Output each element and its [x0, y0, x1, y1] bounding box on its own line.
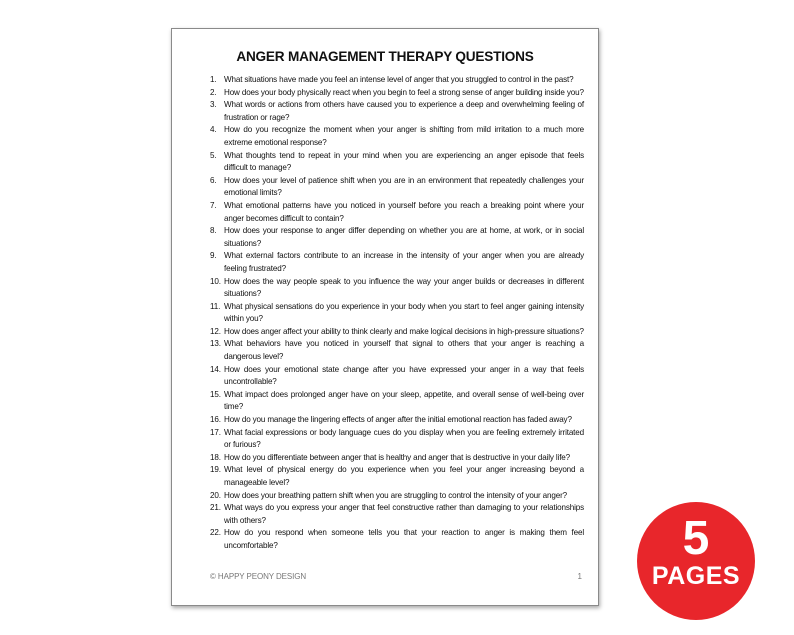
question-item — [210, 464, 584, 489]
question-number: 8. — [210, 226, 217, 236]
question-text: What words or actions from others have caused you to experience a deep and overwhelming feeling of frustration or rage? — [224, 100, 584, 122]
question-number: 16. — [210, 415, 221, 425]
question-item — [210, 338, 584, 363]
page-count-badge — [637, 502, 755, 620]
page-title: ANGER MANAGEMENT THERAPY QUESTIONS — [236, 49, 534, 64]
question-number: 14. — [210, 364, 221, 374]
question-number: 4. — [210, 125, 217, 135]
badge-number: 5 — [682, 512, 710, 565]
question-number: 9. — [210, 251, 217, 261]
question-item — [210, 452, 584, 465]
question-item — [210, 250, 584, 275]
question-item — [210, 99, 584, 124]
question-item — [210, 150, 584, 175]
question-number: 6. — [210, 175, 217, 185]
question-text: What level of physical energy do you experience when you feel your anger increasing beyond a manageable level? — [224, 465, 584, 487]
question-item — [210, 124, 584, 149]
question-item — [210, 276, 584, 301]
question-text: How does anger affect your ability to think clearly and make logical decisions in high-pressure situations? — [224, 326, 584, 336]
question-number: 10. — [210, 276, 221, 286]
question-number: 3. — [210, 100, 217, 110]
question-item — [210, 301, 584, 326]
question-number: 12. — [210, 326, 221, 336]
question-item — [210, 200, 584, 225]
question-text: How does your body physically react when you begin to feel a strong sense of anger building inside you? — [224, 87, 584, 97]
question-item — [210, 502, 584, 527]
question-text: How do you respond when someone tells you that your reaction to anger is making them feel uncomfortable? — [224, 528, 584, 550]
question-text: How does your level of patience shift when you are in an environment that repeatedly challenges your emotional limits? — [224, 175, 584, 198]
question-item — [210, 74, 584, 87]
question-text: What physical sensations do you experience in your body when you start to feel anger gaining intensity within you? — [224, 301, 584, 324]
question-text: What ways do you express your anger that feel constructive rather than damaging to your relationships with others? — [224, 503, 584, 525]
question-number: 2. — [210, 87, 217, 97]
question-text: How does your response to anger differ depending on whether you are at home, at work, or in social situations? — [224, 226, 584, 248]
question-text: What external factors contribute to an increase in the intensity of your anger when you are already feeling frustrated? — [224, 251, 584, 273]
question-number: 17. — [210, 427, 221, 437]
question-text: What facial expressions or body language cues do you display when you are feeling extremely irritated or furious? — [224, 427, 584, 450]
question-list — [210, 74, 584, 553]
question-text: How does your breathing pattern shift when you are struggling to control the intensity of your anger? — [224, 490, 567, 500]
question-item — [210, 364, 584, 389]
question-number: 1. — [210, 75, 217, 84]
page-number: 1 — [577, 572, 582, 581]
question-item — [210, 225, 584, 250]
question-text: What behaviors have you noticed in yourself that signal to others that your anger is reaching a dangerous level? — [224, 339, 584, 362]
question-text: How does the way people speak to you influence the way your anger builds or decreases in different situations? — [224, 276, 584, 299]
question-number: 21. — [210, 503, 221, 513]
question-number: 13. — [210, 339, 221, 349]
question-text: How does your emotional state change after you have expressed your anger in a way that feels uncontrollable? — [224, 364, 584, 387]
question-item — [210, 326, 584, 339]
question-number: 7. — [210, 200, 217, 210]
question-number: 5. — [210, 150, 217, 160]
question-number: 18. — [210, 452, 221, 462]
question-number: 19. — [210, 465, 221, 475]
question-text: How do you manage the lingering effects of anger after the initial emotional reaction has faded away? — [224, 415, 572, 425]
question-text: How do you differentiate between anger that is healthy and anger that is destructive in your daily life? — [224, 452, 570, 462]
question-number: 22. — [210, 528, 221, 538]
document-page — [171, 28, 599, 606]
question-item — [210, 175, 584, 200]
question-text: What situations have made you feel an intense level of anger that you struggled to control in the past? — [224, 75, 574, 84]
question-item — [210, 389, 584, 414]
question-item — [210, 527, 584, 552]
question-text: How do you recognize the moment when your anger is shifting from mild irritation to a much more extreme emotional response? — [224, 125, 584, 147]
question-text: What thoughts tend to repeat in your mind when you are experiencing an anger episode that feels difficult to manage? — [224, 150, 584, 173]
question-number: 15. — [210, 389, 221, 399]
question-item — [210, 427, 584, 452]
question-text: What emotional patterns have you noticed in yourself before you reach a breaking point where your anger becomes difficult to contain? — [224, 200, 584, 223]
question-item — [210, 414, 584, 427]
question-text: What impact does prolonged anger have on your sleep, appetite, and overall sense of well-being over time? — [224, 389, 584, 412]
question-number: 11. — [210, 301, 221, 311]
copyright-footer: © HAPPY PEONY DESIGN — [210, 572, 307, 581]
question-item — [210, 87, 584, 100]
question-number: 20. — [210, 490, 221, 500]
question-item — [210, 490, 584, 503]
badge-label: PAGES — [651, 562, 741, 590]
